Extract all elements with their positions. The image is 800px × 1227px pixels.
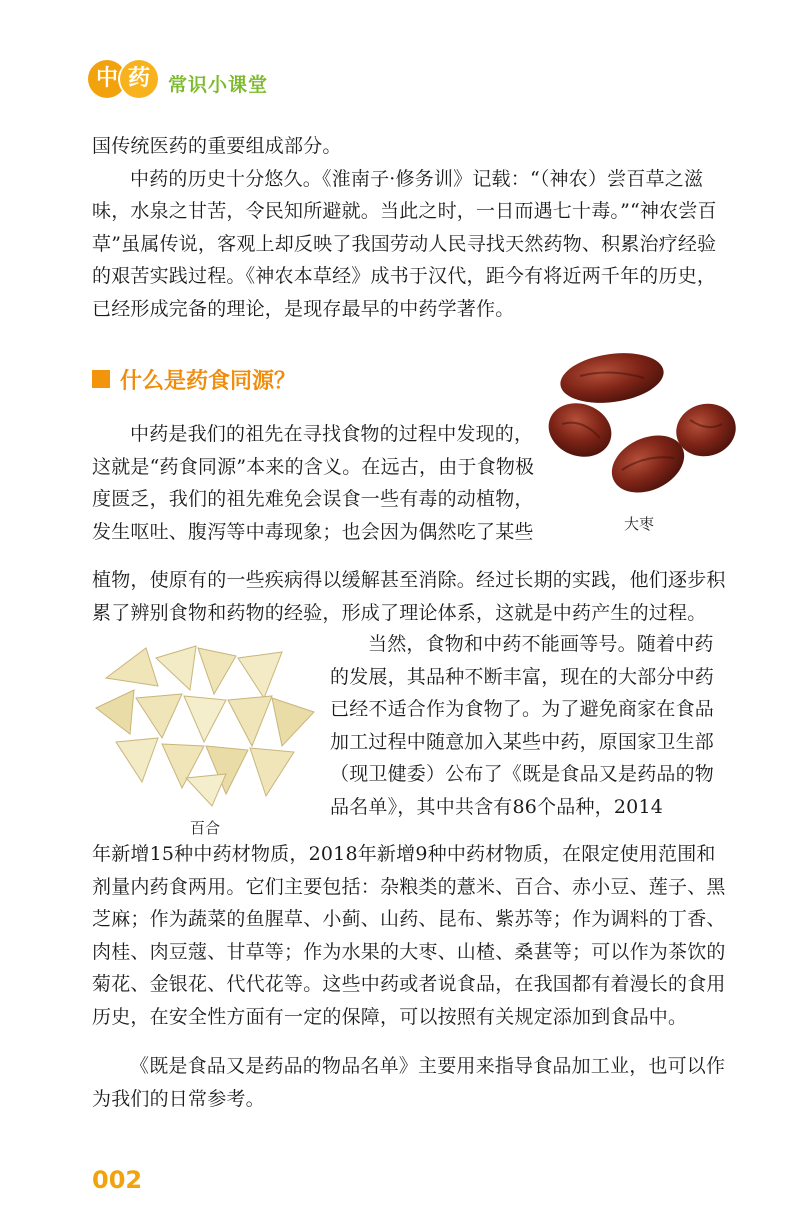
top-text (92, 130, 732, 325)
section-square-icon (92, 370, 110, 388)
paragraph-list-part1: 当然，食物和中药不能画等号。随着中药的发展，其品种不断丰富，现在的大部分中药已经不适合作为食物了。为了避免商家在食品加工过程中随意加入某些中药，原国家卫生部（现卫健委）公布了《既是食品又是药品的物品名单》，其中共含有86个品种，2014 (330, 633, 715, 818)
paragraph-history: 中药的历史十分悠久。《淮南子·修务训》记载：“（神农）尝百草之滋味，水泉之甘苦，令民知所避就。当此之时，一日而遇七十毒。”“神农尝百草”虽属传说，客观上却反映了我国劳动人民寻找天然药物、积累治疗经验的艰苦实践过程。《神农本草经》成书于汉代，距今有将近两千年的历史，已经形成完备的理论，是现存最早的中药学著作。 (92, 167, 717, 320)
paragraph-continuation: 国传统医药的重要组成部分。 (92, 135, 342, 157)
page-number: 002 (92, 1166, 143, 1194)
paragraph-list-part2: 年新增15种中药材物质，2018年新增9种中药材物质，在限定使用范围和剂量内药食两用。它们主要包括：杂粮类的薏米、百合、赤小豆、莲子、黑芝麻；作为蔬菜的鱼腥草、小蓟、山药、昆布、紫苏等；作为调料的丁香、肉桂、肉豆蔻、甘草等；作为水果的大枣、山楂、桑葚等；可以作为茶饮的菊花、金银花、代代花等。这些中药或者说食品，在我国都有着漫长的食用历史，在安全性方面有一定的保障，可以按照有关规定添加到食品中。 (92, 843, 726, 1028)
section-title: 什么是药食同源？ (120, 369, 297, 394)
lily-caption: 百合 (190, 819, 221, 837)
paragraph-origin-part2: 植物，使原有的一些疾病得以缓解甚至消除。经过长期的实践，他们逐步积累了辨别食物和药物的经验，形成了理论体系，这就是中药产生的过程。 (92, 569, 726, 624)
red-dates-photo (540, 348, 740, 508)
header-badge-yao: 药 (120, 60, 158, 98)
paragraph-origin-part1: 中药是我们的祖先在寻找食物的过程中发现的，这就是“药食同源”本来的含义。在远古，由于食物极度匮乏，我们的祖先难免会误食一些有毒的动植物，发生呕吐、腹泻等中毒现象；也会因为偶然吃了某些 (92, 423, 535, 543)
lily-bulb-photo (86, 638, 326, 808)
series-title: 常识小课堂 (168, 74, 269, 96)
header-badge-zhong: 中 (88, 60, 126, 98)
dates-caption: 大枣 (624, 515, 655, 533)
paragraph-usage: 《既是食品又是药品的物品名单》主要用来指导食品加工业，也可以作为我们的日常参考。 (92, 1055, 726, 1110)
